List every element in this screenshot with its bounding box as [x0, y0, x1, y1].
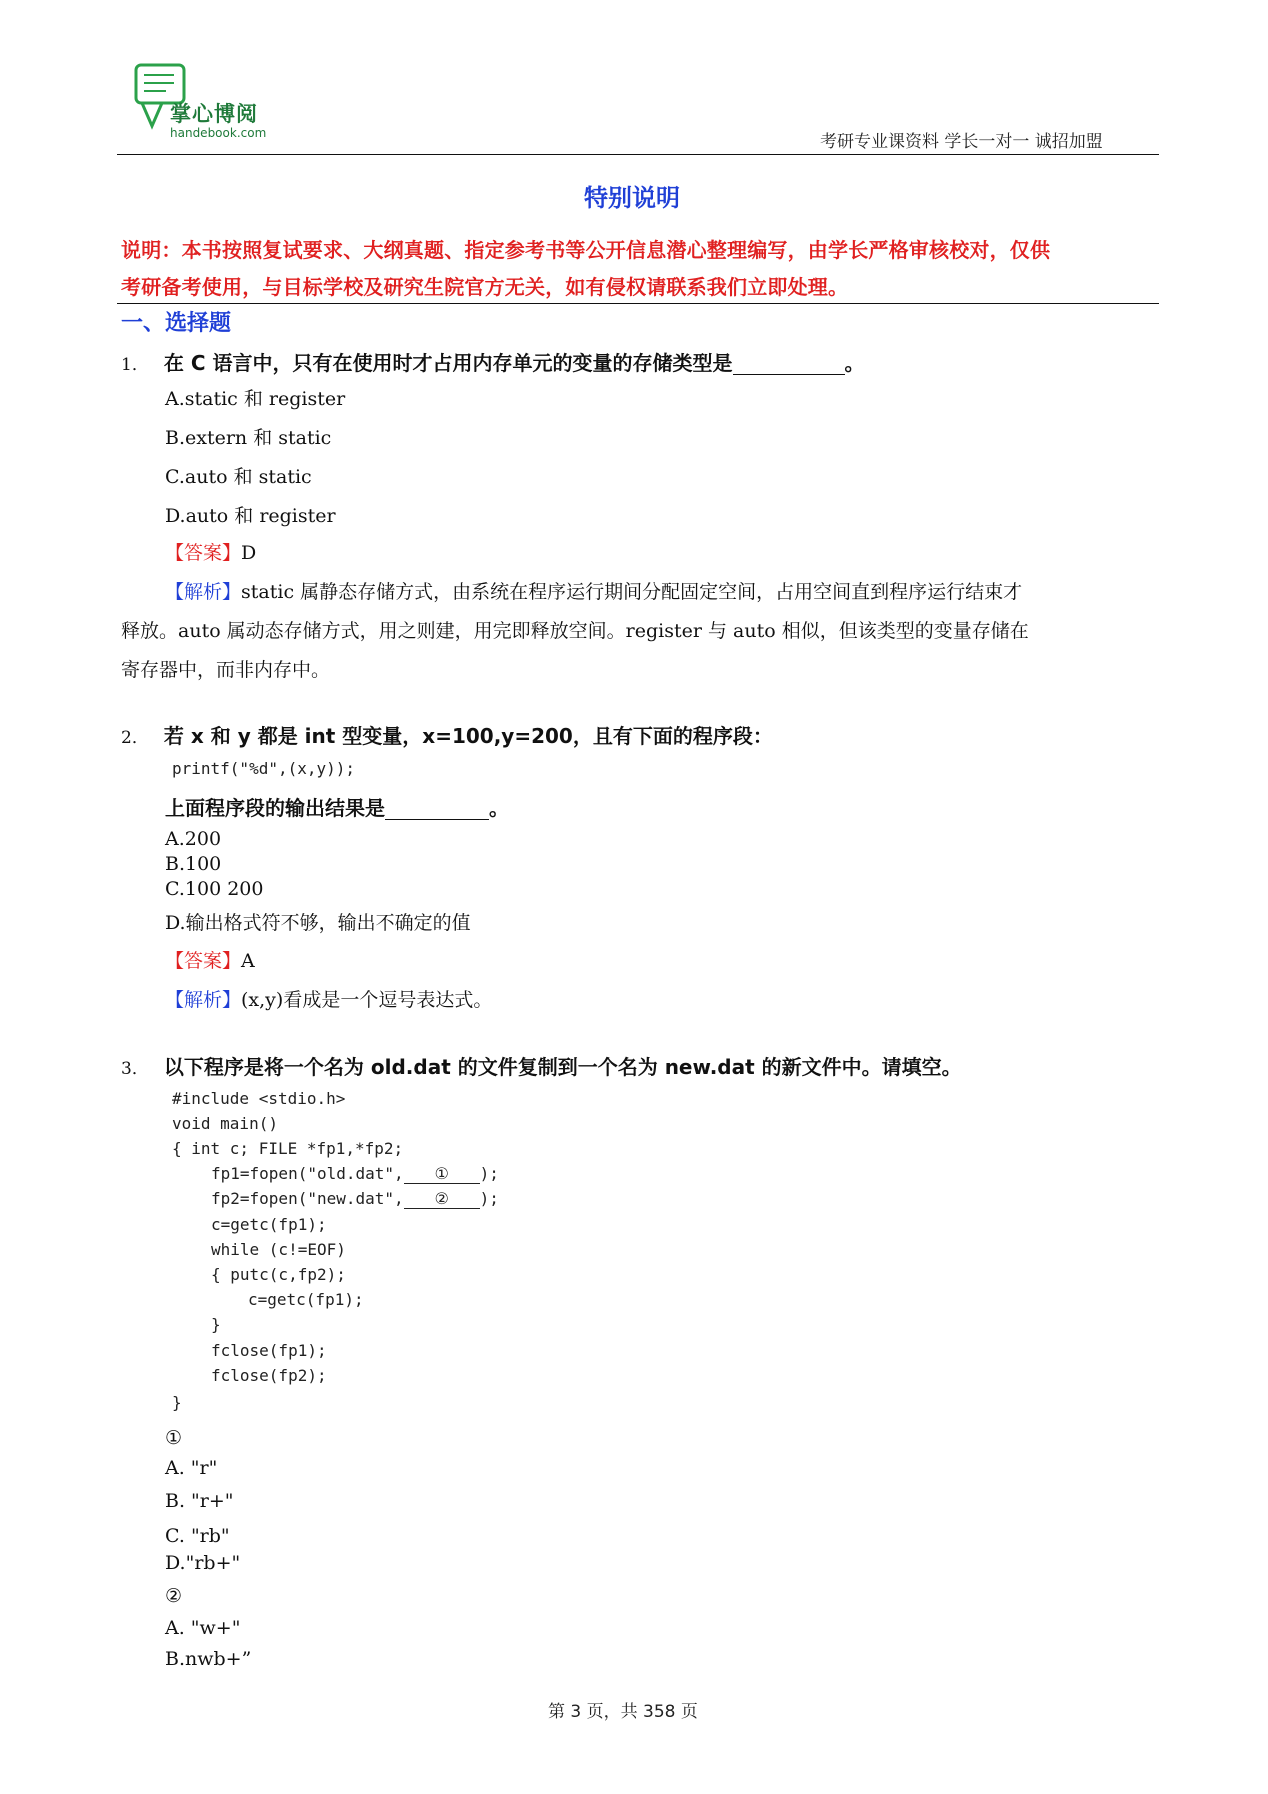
blank-2-label: ② [165, 1585, 183, 1607]
notice-divider [117, 303, 1159, 304]
option: D.auto 和 register [165, 505, 336, 527]
option: D.输出格式符不够，输出不确定的值 [165, 912, 471, 934]
question-3 [121, 1051, 962, 1080]
answer-blank [733, 355, 845, 375]
page-title: 特别说明 [584, 184, 680, 212]
option: B.extern 和 static [165, 427, 332, 449]
logo [132, 62, 312, 146]
logo-domain: handebook.com [170, 126, 267, 140]
code-line: { putc(c,fp2); [211, 1265, 346, 1284]
analysis-line-3: 寄存器中，而非内存中。 [121, 659, 331, 681]
option: A.200 [165, 828, 222, 850]
analysis-tag: 【解析】 [165, 989, 242, 1011]
answer [165, 946, 255, 973]
code-line: while (c!=EOF) [211, 1240, 346, 1259]
code-line: void main() [172, 1114, 278, 1133]
code-line: printf("%d",(x,y)); [172, 759, 356, 778]
analysis [165, 985, 492, 1012]
analysis-tag: 【解析】 [165, 581, 242, 603]
code-line: fclose(fp1); [211, 1341, 327, 1360]
code-line: #include <stdio.h> [172, 1089, 346, 1108]
code-line [211, 1189, 499, 1209]
code-text: fp1=fopen("old.dat", [211, 1164, 404, 1183]
option: A. "w+" [165, 1617, 241, 1639]
question-end: 。 [844, 351, 865, 375]
fill-blank-1: ① [404, 1164, 480, 1184]
question-number: 1． [121, 355, 149, 375]
answer [165, 538, 256, 565]
answer-blank [385, 800, 489, 820]
question-2 [121, 720, 773, 749]
notice-line-1: 说明：本书按照复试要求、大纲真题、指定参考书等公开信息潜心整理编写，由学长严格审核校对，仅供 [121, 238, 1051, 262]
blank-1-label: ① [165, 1427, 183, 1449]
option: D."rb+" [165, 1552, 241, 1574]
header-divider [117, 154, 1159, 155]
answer-value: A [241, 950, 255, 972]
code-text: ); [479, 1189, 499, 1208]
code-line [211, 1164, 499, 1184]
question-2-followup [165, 792, 509, 821]
code-line: fclose(fp2); [211, 1366, 327, 1385]
question-number: 3． [121, 1059, 149, 1079]
code-text: fp2=fopen("new.dat", [211, 1189, 404, 1208]
code-line: { int c; FILE *fp1,*fp2; [172, 1139, 404, 1158]
page-footer: 第 3 页，共 358 页 [548, 1702, 698, 1722]
option: A. "r" [165, 1457, 218, 1479]
code-line: c=getc(fp1); [248, 1290, 364, 1309]
code-text: ); [479, 1164, 499, 1183]
question-1 [121, 347, 865, 376]
section-heading: 一、选择题 [121, 311, 232, 336]
answer-tag: 【答案】 [165, 950, 242, 972]
analysis-text: (x,y)看成是一个逗号表达式。 [241, 989, 493, 1011]
question-text: 上面程序段的输出结果是 [165, 796, 385, 820]
option: B.100 [165, 853, 222, 875]
answer-tag: 【答案】 [165, 542, 242, 564]
code-line: c=getc(fp1); [211, 1215, 327, 1234]
analysis-line-2: 释放。auto 属动态存储方式，用之则建，用完即释放空间。register 与 auto 相似，但该类型的变量存储在 [121, 620, 1029, 642]
option: C. "rb" [165, 1525, 230, 1547]
analysis-line-1 [165, 577, 1022, 604]
question-text: 若 x 和 y 都是 int 型变量，x=100,y=200，且有下面的程序段： [163, 724, 773, 748]
header-slogan: 考研专业课资料 学长一对一 诚招加盟 [820, 132, 1103, 152]
code-line: } [211, 1315, 221, 1334]
question-number: 2． [121, 728, 149, 748]
notice-line-2: 考研备考使用，与目标学校及研究生院官方无关，如有侵权请联系我们立即处理。 [121, 275, 849, 299]
question-end: 。 [489, 796, 509, 820]
code-line: } [172, 1393, 182, 1412]
question-text: 在 C 语言中，只有在使用时才占用内存单元的变量的存储类型是 [163, 351, 733, 375]
question-text: 以下程序是将一个名为 old.dat 的文件复制到一个名为 new.dat 的新文件中。请填空。 [163, 1055, 962, 1079]
option: A.static 和 register [165, 388, 346, 410]
option: C.auto 和 static [165, 466, 312, 488]
fill-blank-2: ② [404, 1189, 480, 1209]
option: B. "r+" [165, 1490, 234, 1512]
option: C.100 200 [165, 878, 264, 900]
answer-value: D [241, 542, 257, 564]
option: B.nwb+” [165, 1648, 252, 1670]
analysis-text: static 属静态存储方式，由系统在程序运行期间分配固定空间，占用空间直到程序运行结束才 [241, 581, 1023, 603]
logo-name: 掌心博阅 [170, 102, 258, 126]
